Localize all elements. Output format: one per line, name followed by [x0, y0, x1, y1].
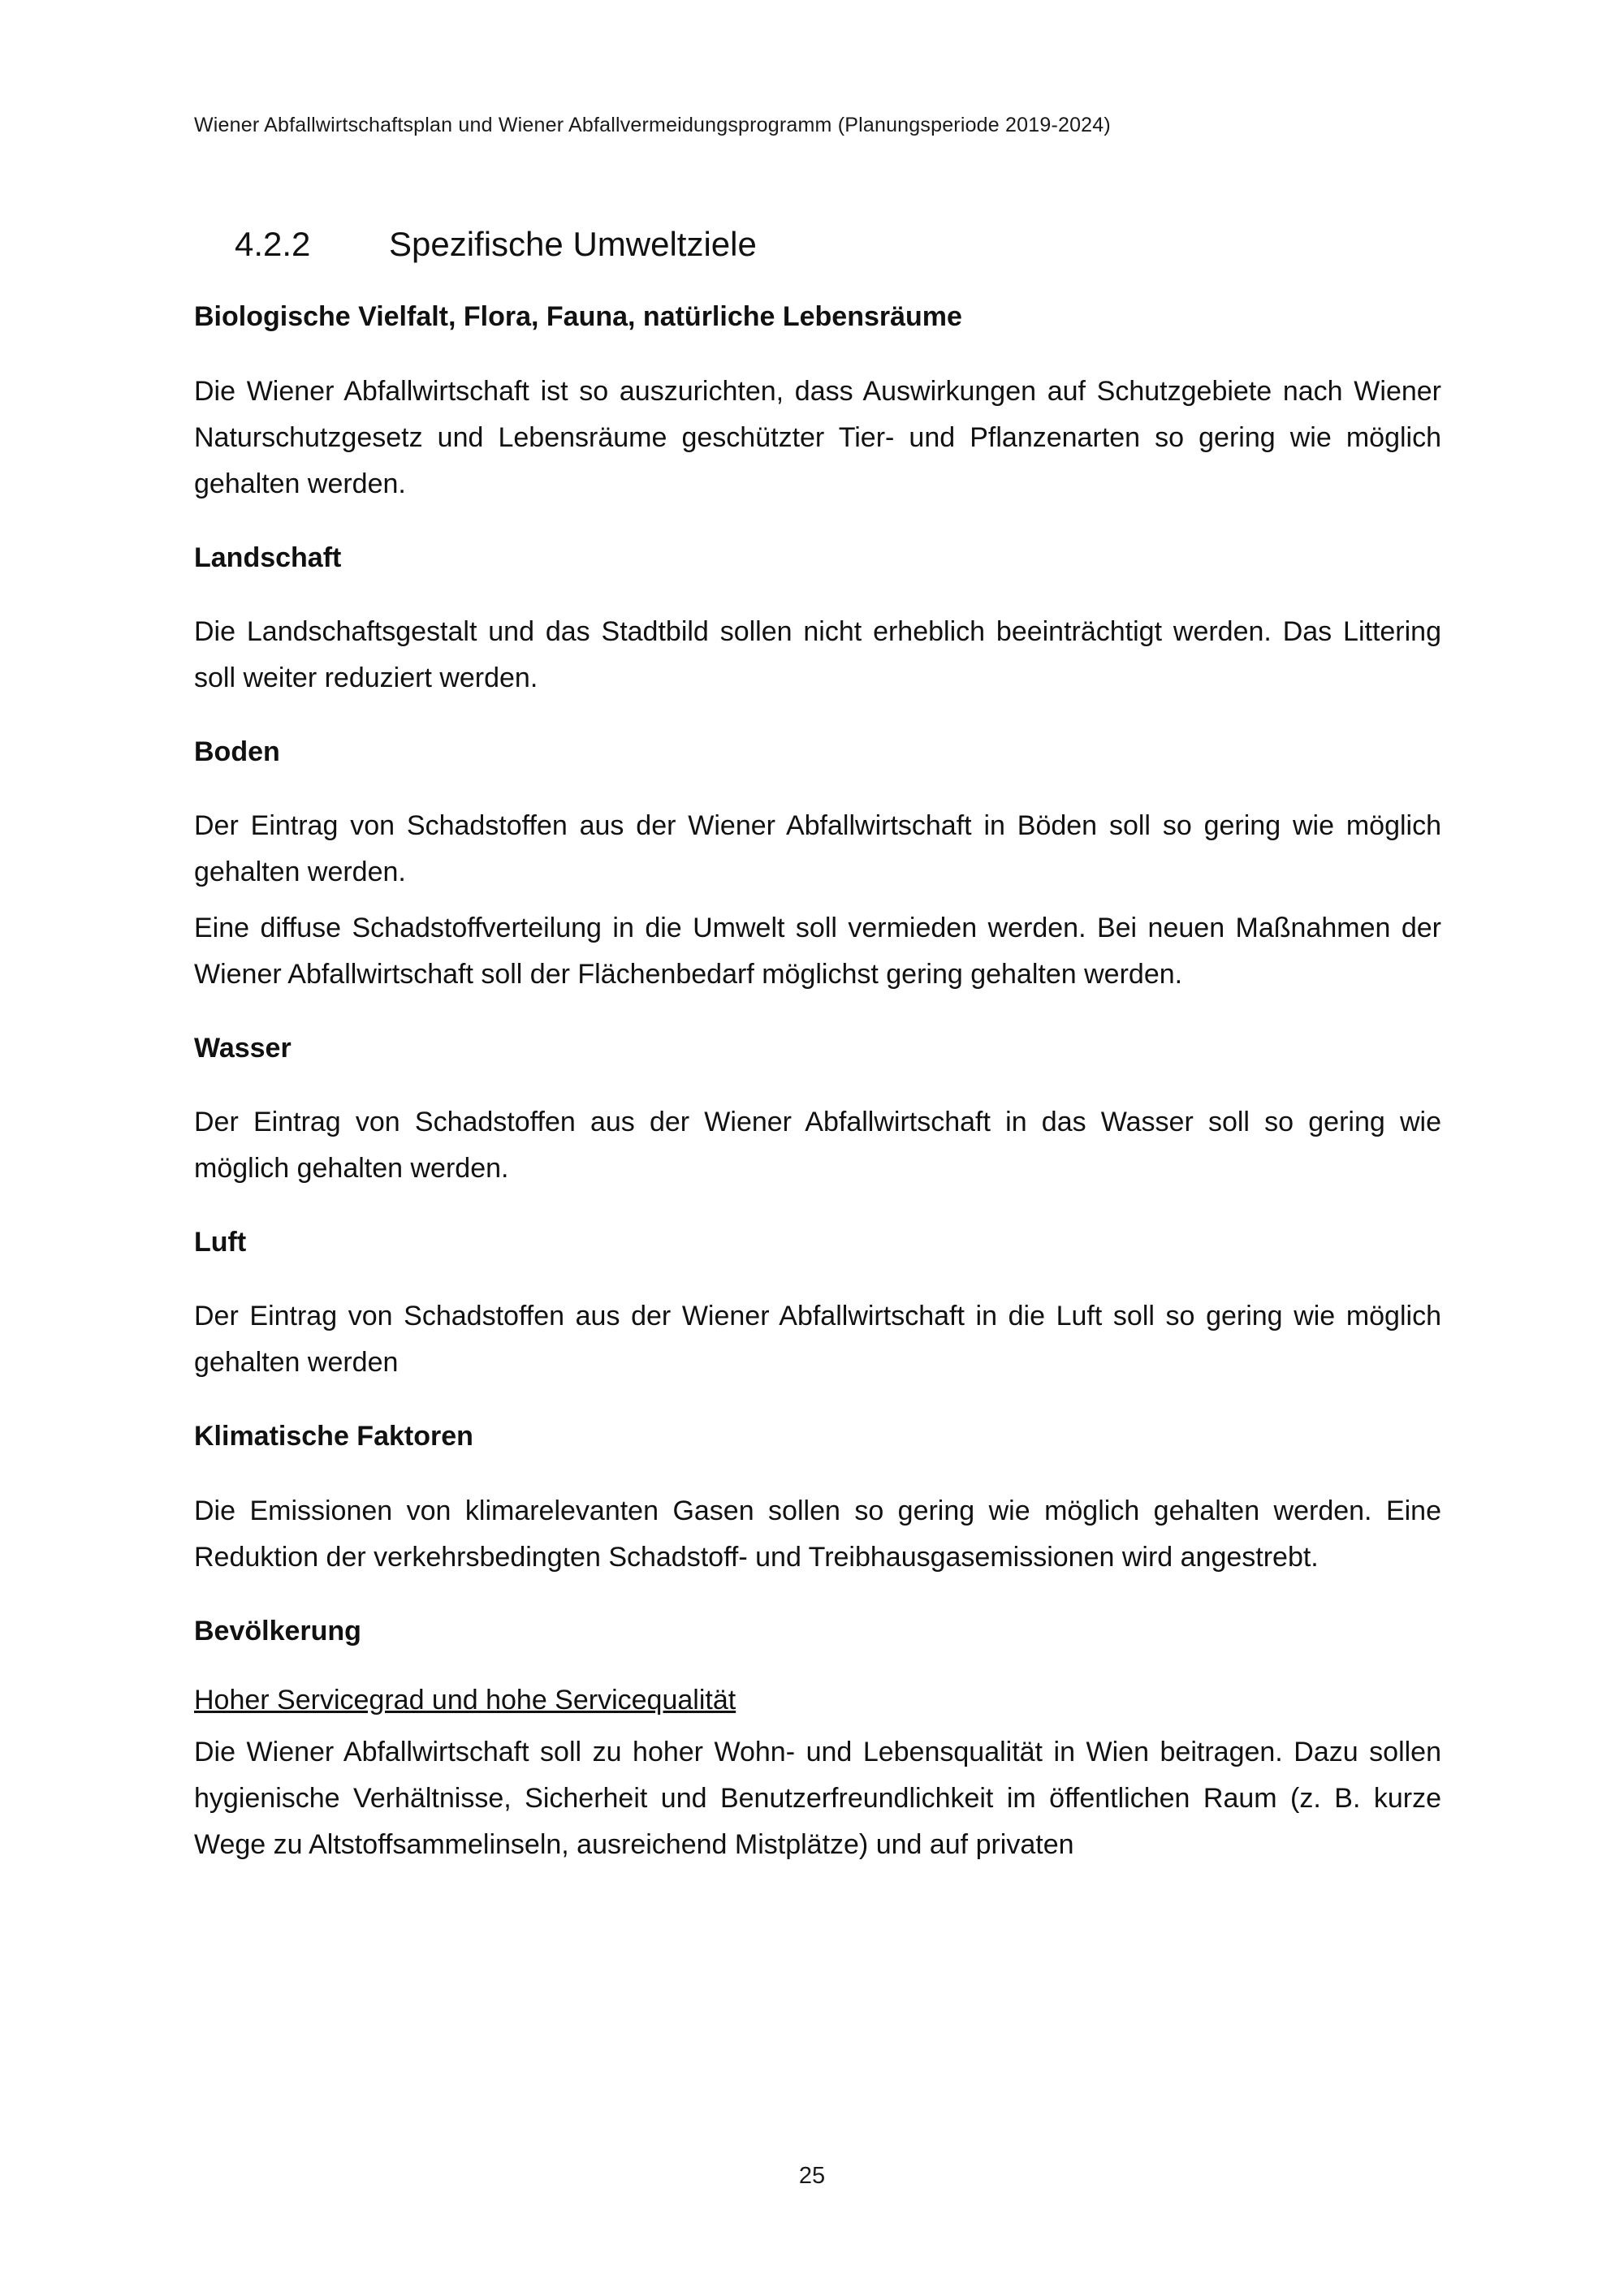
- paragraph-servicegrad: Die Wiener Abfallwirtschaft soll zu hoher Wohn- und Lebensqualität in Wien beitragen. Dazu sollen hygienische Verhältnisse, Sicherheit und Benutzerfreundlichkeit im öffentlichen Raum (z. B. kurze Wege zu Altstoffsammelinseln, ausreichend Mistplätze) und auf privaten: [194, 1736, 1441, 1860]
- heading-bevoelkerung: Bevölkerung: [194, 1615, 361, 1646]
- paragraph-luft: Der Eintrag von Schadstoffen aus der Wiener Abfallwirtschaft in die Luft soll so gering wie möglich gehalten werden: [194, 1301, 1441, 1379]
- paragraph-biologische-vielfalt: Die Wiener Abfallwirtschaft ist so auszurichten, dass Auswirkungen auf Schutzgebiete nach Wiener Naturschutzgesetz und Lebensräume geschützter Tier- und Pflanzenarten so gering wie möglich gehalten werden.: [194, 375, 1441, 499]
- section-number: 4.2.2: [235, 225, 311, 263]
- heading-klimatische-faktoren: Klimatische Faktoren: [194, 1421, 473, 1452]
- paragraph-wasser: Der Eintrag von Schadstoffen aus der Wiener Abfallwirtschaft in das Wasser soll so gering wie möglich gehalten werden.: [194, 1107, 1441, 1185]
- paragraph-boden-1: Der Eintrag von Schadstoffen aus der Wiener Abfallwirtschaft in Böden soll so gering wie möglich gehalten werden.: [194, 809, 1441, 887]
- heading-boden: Boden: [194, 736, 280, 767]
- page-header: Wiener Abfallwirtschaftsplan und Wiener Abfallvermeidungsprogramm (Planungsperiode 2019-2024): [194, 114, 1111, 136]
- section-heading: [235, 224, 1441, 265]
- heading-landschaft: Landschaft: [194, 542, 342, 573]
- paragraph-boden-2: Eine diffuse Schadstoffverteilung in die Umwelt soll vermieden werden. Bei neuen Maßnahmen der Wiener Abfallwirtschaft soll der Flächenbedarf möglichst gering gehalten werden.: [194, 912, 1441, 990]
- heading-biologische-vielfalt: Biologische Vielfalt, Flora, Fauna, natürliche Lebensräume: [194, 301, 962, 333]
- page-body: [194, 224, 1441, 1901]
- section-title: Spezifische Umweltziele: [389, 225, 757, 263]
- page-number: 25: [798, 2163, 826, 2189]
- heading-wasser: Wasser: [194, 1032, 292, 1064]
- heading-luft: Luft: [194, 1227, 247, 1258]
- subheading-servicegrad: Hoher Servicegrad und hohe Servicequalität: [194, 1684, 736, 1716]
- paragraph-klimatische-faktoren: Die Emissionen von klimarelevanten Gasen sollen so gering wie möglich gehalten werden. Eine Reduktion der verkehrsbedingten Schadstoff- und Treibhausgasemissionen wird angestrebt.: [194, 1495, 1441, 1573]
- paragraph-landschaft: Die Landschaftsgestalt und das Stadtbild sollen nicht erheblich beeinträchtigt werden. Das Littering soll weiter reduziert werden.: [194, 615, 1441, 693]
